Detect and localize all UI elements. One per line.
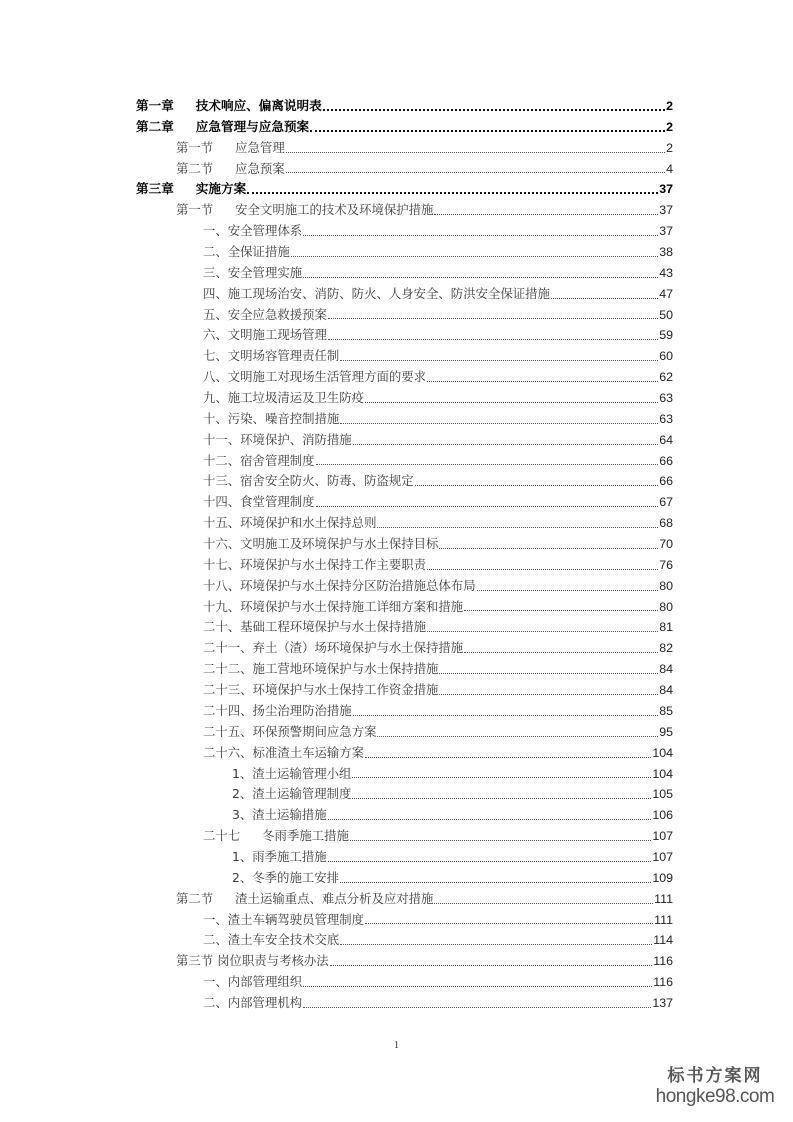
toc-entry-number: 第一章 <box>136 98 174 113</box>
toc-entry[interactable] <box>136 826 673 847</box>
toc-entry-label <box>136 117 309 138</box>
toc-entry-title: 七、文明场容管理责任制 <box>203 348 340 364</box>
toc-entry-title: 二十四、扬尘治理防治措施 <box>203 702 352 718</box>
dot-leader <box>365 923 653 924</box>
toc-entry[interactable] <box>136 764 673 785</box>
toc-entry-page: 107 <box>652 849 673 864</box>
toc-entry[interactable] <box>136 388 673 409</box>
toc-entry-page: 63 <box>659 391 673 406</box>
toc-entry-page: 68 <box>659 516 673 531</box>
toc-entry-title: 十四、食堂管理制度 <box>203 494 315 510</box>
toc-entry-label <box>203 743 364 764</box>
toc-entry[interactable] <box>136 200 673 221</box>
toc-entry-page: 111 <box>654 891 673 906</box>
dot-leader <box>464 610 658 611</box>
toc-entry-page: 2 <box>666 119 673 134</box>
dot-leader <box>328 861 652 862</box>
toc-entry-label <box>232 868 339 889</box>
toc-entry-label <box>176 138 285 159</box>
toc-entry-page: 116 <box>653 954 673 969</box>
toc-entry-label <box>203 993 302 1014</box>
toc-entry-page: 114 <box>653 933 673 948</box>
toc-entry[interactable] <box>136 972 673 993</box>
toc-entry-page: 62 <box>659 370 673 385</box>
toc-entry-title: 3、渣土运输措施 <box>232 807 327 823</box>
toc-entry-page: 43 <box>659 265 673 280</box>
toc-entry[interactable] <box>136 492 673 513</box>
toc-entry-label <box>203 346 339 367</box>
toc-entry-label <box>232 805 327 826</box>
toc-entry-label <box>203 910 364 931</box>
toc-entry-label <box>203 617 426 638</box>
toc-entry[interactable] <box>136 305 673 326</box>
watermark-cn: 标书方案网 <box>667 1066 763 1086</box>
dot-leader <box>427 569 658 570</box>
toc-entry-title: 十三、宿舍安全防火、防毒、防盗规定 <box>203 473 414 489</box>
toc-entry-label <box>203 263 302 284</box>
toc-entry-label <box>203 284 550 305</box>
toc-entry[interactable] <box>136 555 673 576</box>
toc-entry-label <box>176 889 433 910</box>
page-number: 1 <box>394 1040 399 1051</box>
toc-entry-label <box>203 471 414 492</box>
toc-entry-number: 第一节 <box>176 139 214 155</box>
toc-entry[interactable] <box>136 451 673 472</box>
toc-entry-page: 60 <box>659 349 673 364</box>
dot-leader <box>303 277 658 278</box>
toc-entry-label <box>203 325 327 346</box>
dot-leader <box>328 339 658 340</box>
toc-entry-title: 技术响应、偏离说明表 <box>195 98 322 113</box>
toc-entry-page: 84 <box>659 662 673 677</box>
toc-entry[interactable] <box>136 722 673 743</box>
toc-entry[interactable] <box>136 680 673 701</box>
toc-entry[interactable] <box>136 701 673 722</box>
dot-leader <box>286 172 665 173</box>
toc-entry-title: 十七、环境保护与水土保持工作主要职责 <box>203 556 427 572</box>
watermark-en: hongke98.com <box>655 1086 775 1107</box>
toc-entry-page: 64 <box>659 432 673 447</box>
toc-entry-page: 59 <box>659 328 673 343</box>
toc-entry[interactable] <box>136 930 673 951</box>
toc-entry[interactable] <box>136 409 673 430</box>
dot-leader <box>328 318 658 319</box>
dot-leader <box>477 590 659 591</box>
toc-entry-page: 106 <box>652 808 673 823</box>
toc-entry-title: 1、雨季施工措施 <box>232 848 327 864</box>
toc-entry-title: 一、安全管理体系 <box>203 223 303 239</box>
dot-leader <box>464 652 658 653</box>
toc-entry-label <box>176 159 285 180</box>
toc-entry[interactable] <box>136 325 673 346</box>
toc-entry[interactable] <box>136 242 673 263</box>
dot-leader <box>377 527 658 528</box>
toc-entry[interactable] <box>136 534 673 555</box>
dot-leader <box>303 986 652 987</box>
toc-entry-title: 安全文明施工的技术及环境保护措施 <box>235 202 434 218</box>
toc-entry-label <box>203 242 290 263</box>
toc-entry-page: 105 <box>652 787 673 802</box>
dot-leader <box>323 109 665 111</box>
toc-entry-page: 116 <box>653 975 673 990</box>
toc-entry-title: 1、渣土运输管理小组 <box>232 765 352 781</box>
toc-entry[interactable] <box>136 138 673 159</box>
toc-entry-page: 50 <box>659 307 673 322</box>
toc-entry-title: 八、文明施工对现场生活管理方面的要求 <box>203 369 427 385</box>
toc-entry-title: 二十二、施工营地环境保护与水土保持措施 <box>203 661 439 677</box>
dot-leader <box>340 423 658 424</box>
toc-entry[interactable] <box>136 805 673 826</box>
toc-entry-label <box>203 701 352 722</box>
toc-entry-number: 第二节 <box>176 160 214 176</box>
toc-entry-label <box>203 972 302 993</box>
watermark-logo <box>640 1068 790 1106</box>
toc-entry-label <box>203 430 352 451</box>
toc-entry-title: 应急管理与应急预案 <box>195 118 310 134</box>
toc-entry-label <box>232 784 351 805</box>
toc-entry[interactable] <box>136 659 673 680</box>
toc-entry-label <box>232 764 351 785</box>
dot-leader <box>427 631 658 632</box>
toc-entry[interactable] <box>136 993 673 1014</box>
toc-entry-title: 十二、宿舍管理制度 <box>203 452 315 468</box>
toc-entry[interactable] <box>136 951 673 972</box>
toc-entry[interactable] <box>136 743 673 764</box>
toc-entry-label <box>203 826 349 847</box>
toc-entry-label <box>203 597 463 618</box>
toc-entry[interactable] <box>136 597 673 618</box>
dot-leader <box>303 235 658 236</box>
toc-entry-number: 第一节 <box>176 202 214 218</box>
toc-entry[interactable] <box>136 346 673 367</box>
toc-entry-number: 第二节 <box>176 890 214 906</box>
dot-leader <box>316 464 659 465</box>
toc-entry-title: 二十一、弃土（渣）场环境保护与水土保持措施 <box>203 640 464 656</box>
toc-entry-label <box>136 179 246 200</box>
toc-entry-number: 第三节 岗位职责与考核办法 <box>176 953 329 969</box>
toc-entry[interactable] <box>136 889 673 910</box>
dot-leader <box>365 757 651 758</box>
toc-entry[interactable] <box>136 96 673 117</box>
toc-entry-page: 67 <box>659 495 673 510</box>
toc-entry-label <box>203 534 438 555</box>
toc-entry-page: 137 <box>652 995 673 1010</box>
dot-leader <box>340 882 651 883</box>
toc-entry-label <box>203 722 376 743</box>
toc-entry-title: 渣土运输重点、难点分析及应对措施 <box>235 890 434 906</box>
dot-leader <box>330 965 653 966</box>
toc-entry-label <box>203 221 302 242</box>
toc-entry[interactable] <box>136 284 673 305</box>
toc-entry-title: 一、渣土车辆驾驶员管理制度 <box>203 911 365 927</box>
dot-leader <box>328 819 652 820</box>
toc-entry-title: 实施方案 <box>195 181 247 197</box>
toc-entry[interactable] <box>136 367 673 388</box>
toc-entry-page: 2 <box>666 140 673 155</box>
toc-entry-title: 二十五、环保预警期间应急方案 <box>203 723 377 739</box>
table-of-contents <box>136 96 673 1014</box>
dot-leader <box>377 736 658 737</box>
toc-entry[interactable] <box>136 263 673 284</box>
toc-entry[interactable] <box>136 159 673 180</box>
toc-entry-page: 104 <box>652 766 673 781</box>
toc-entry-title: 二、渣土车安全技术交底 <box>203 932 340 948</box>
dot-leader <box>365 402 658 403</box>
toc-entry-label <box>203 409 339 430</box>
toc-entry[interactable] <box>136 221 673 242</box>
toc-entry-page: 37 <box>659 224 673 239</box>
toc-entry-page: 84 <box>659 683 673 698</box>
dot-leader <box>353 715 659 716</box>
toc-entry-page: 38 <box>659 245 673 260</box>
toc-entry-label <box>203 492 315 513</box>
toc-entry-label <box>203 513 376 534</box>
toc-entry-page: 66 <box>659 474 673 489</box>
dot-leader <box>340 360 658 361</box>
toc-entry-title: 二十六、标准渣土车运输方案 <box>203 744 365 760</box>
toc-entry-page: 2 <box>666 99 673 113</box>
toc-entry-page: 107 <box>652 829 673 844</box>
toc-entry-label <box>203 659 438 680</box>
toc-entry-title: 十五、环境保护和水土保持总则 <box>203 515 377 531</box>
toc-entry-title: 应急预案 <box>235 160 285 176</box>
dot-leader <box>352 798 651 799</box>
toc-entry-title: 十、污染、噪音控制措施 <box>203 410 340 426</box>
toc-entry[interactable] <box>136 617 673 638</box>
toc-entry-title: 一、内部管理组织 <box>203 974 303 990</box>
dot-leader <box>291 256 658 257</box>
dot-leader <box>316 506 659 507</box>
dot-leader <box>352 777 651 778</box>
toc-entry-label <box>203 638 463 659</box>
toc-entry-title: 六、文明施工现场管理 <box>203 327 327 343</box>
toc-entry[interactable] <box>136 847 673 868</box>
toc-entry-label <box>176 951 329 972</box>
dot-leader <box>310 130 665 132</box>
dot-leader <box>303 1007 651 1008</box>
toc-entry-page: 80 <box>659 578 673 593</box>
toc-entry[interactable] <box>136 638 673 659</box>
toc-entry-page: 109 <box>652 870 673 885</box>
dot-leader <box>434 903 653 904</box>
toc-entry-page: 81 <box>659 620 673 635</box>
toc-entry-page: 104 <box>652 745 673 760</box>
dot-leader <box>350 840 651 841</box>
toc-entry[interactable] <box>136 784 673 805</box>
toc-entry-title: 2、渣土运输管理制度 <box>232 786 352 802</box>
toc-entry-page: 66 <box>659 453 673 468</box>
toc-entry-title: 二、内部管理机构 <box>203 994 303 1010</box>
toc-entry-title: 二十、基础工程环境保护与水土保持措施 <box>203 619 427 635</box>
toc-entry-page: 85 <box>659 703 673 718</box>
toc-entry-label <box>203 305 327 326</box>
dot-leader <box>415 485 659 486</box>
toc-entry[interactable] <box>136 868 673 889</box>
toc-entry-label <box>203 555 426 576</box>
toc-entry[interactable] <box>136 430 673 451</box>
toc-entry-page: 70 <box>659 537 673 552</box>
dot-leader <box>427 381 658 382</box>
toc-entry[interactable] <box>136 471 673 492</box>
toc-entry[interactable] <box>136 179 673 200</box>
dot-leader <box>439 673 658 674</box>
toc-entry-title: 九、施工垃圾清运及卫生防疫 <box>203 390 365 406</box>
toc-entry-title: 十八、环境保护与水土保持分区防治措施总体布局 <box>203 577 476 593</box>
toc-entry-number: 第三章 <box>136 181 174 197</box>
dot-leader <box>247 192 658 194</box>
toc-entry[interactable] <box>136 513 673 534</box>
dot-leader <box>286 152 665 153</box>
toc-entry-label <box>203 451 315 472</box>
toc-entry-page: 63 <box>659 411 673 426</box>
toc-entry-title: 四、施工现场治安、消防、防火、人身安全、防洪安全保证措施 <box>203 285 550 301</box>
toc-entry-page: 37 <box>659 203 673 218</box>
toc-entry-title: 二十三、环境保护与水土保持工作资金措施 <box>203 682 439 698</box>
toc-entry-label <box>203 680 438 701</box>
toc-entry-label <box>136 96 322 117</box>
toc-entry-page: 82 <box>659 641 673 656</box>
toc-entry-title: 十六、文明施工及环境保护与水土保持目标 <box>203 536 439 552</box>
toc-entry-title: 十九、环境保护与水土保持施工详细方案和措施 <box>203 598 464 614</box>
toc-entry-page: 95 <box>659 724 673 739</box>
toc-entry-page: 37 <box>659 182 673 197</box>
dot-leader <box>551 298 658 299</box>
toc-entry[interactable] <box>136 910 673 931</box>
toc-entry-page: 80 <box>659 599 673 614</box>
toc-entry-label <box>203 388 364 409</box>
toc-entry-title: 二、全保证措施 <box>203 244 290 260</box>
toc-entry-title: 应急管理 <box>235 139 285 155</box>
toc-entry[interactable] <box>136 576 673 597</box>
dot-leader <box>434 214 658 215</box>
toc-entry-number: 二十七 <box>203 828 241 844</box>
toc-entry-number: 第二章 <box>136 118 174 134</box>
toc-entry-title: 十一、环境保护、消防措施 <box>203 431 352 447</box>
dot-leader <box>439 548 658 549</box>
toc-entry-label <box>203 930 339 951</box>
dot-leader <box>439 694 658 695</box>
toc-entry-title: 三、安全管理实施 <box>203 264 303 280</box>
toc-entry-label <box>203 367 426 388</box>
dot-leader <box>340 944 652 945</box>
dot-leader <box>353 444 659 445</box>
toc-entry-page: 111 <box>654 912 673 927</box>
toc-entry-title: 2、冬季的施工安排 <box>232 869 340 885</box>
toc-entry-title: 五、安全应急救援预案 <box>203 306 327 322</box>
toc-entry-label <box>232 847 327 868</box>
toc-entry-page: 47 <box>659 286 673 301</box>
toc-entry-page: 76 <box>659 557 673 572</box>
toc-entry-page: 4 <box>666 161 673 176</box>
toc-entry-label <box>176 200 433 221</box>
toc-entry-title: 冬雨季施工措施 <box>262 828 349 844</box>
toc-entry-label <box>203 576 476 597</box>
toc-entry[interactable] <box>136 117 673 138</box>
